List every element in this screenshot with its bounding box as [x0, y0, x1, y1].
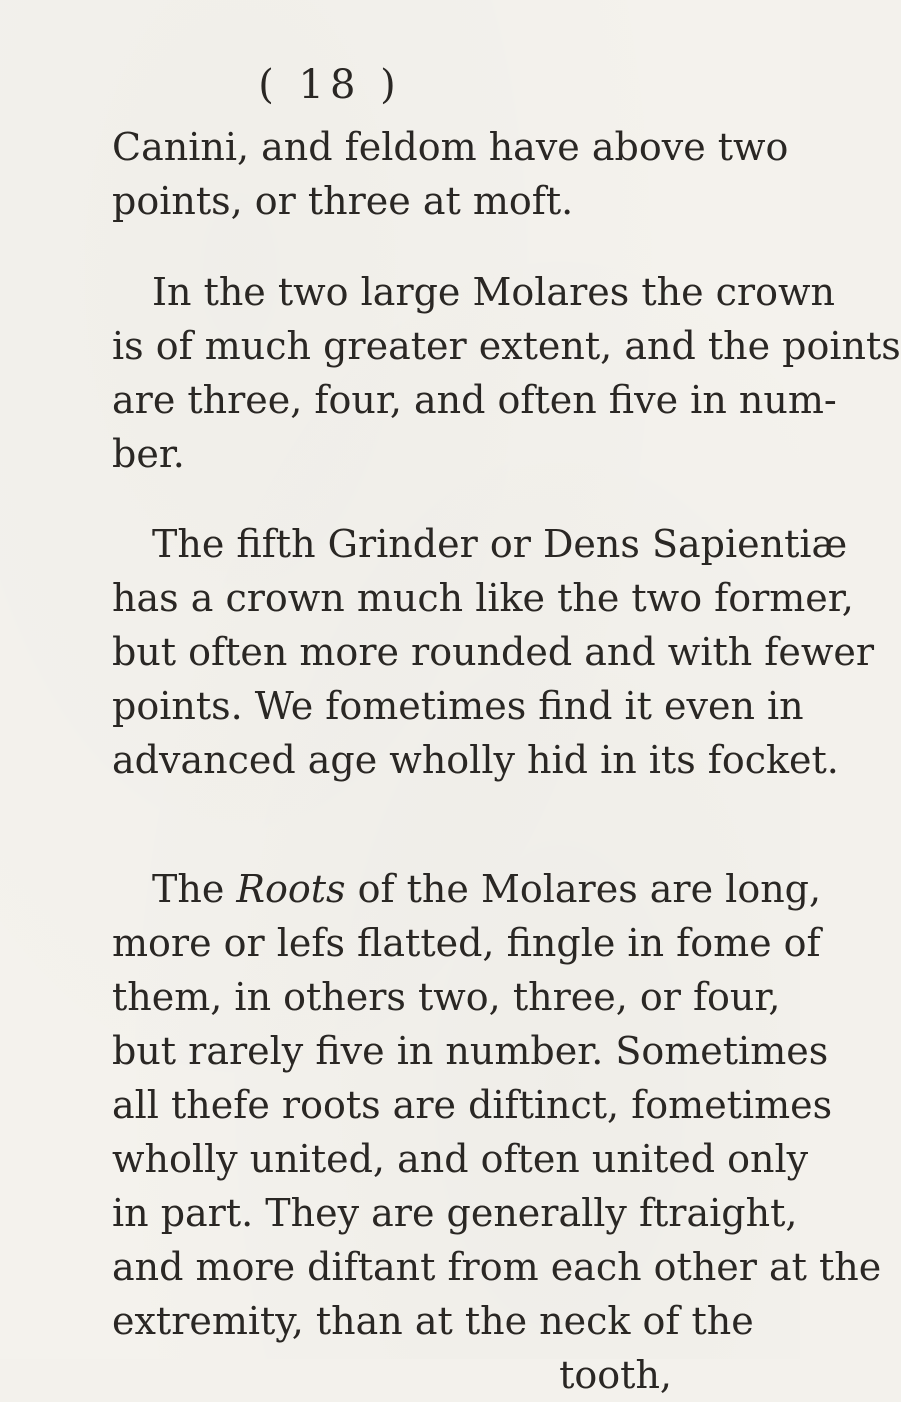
- text-line: are three, four, and often five in num-: [112, 378, 837, 422]
- italic-word: Roots: [236, 867, 346, 911]
- text-line: Canini, and feldom have above two: [112, 125, 789, 169]
- line-end: of the Molares are long,: [345, 867, 822, 911]
- text-line: all thefe roots are diftinct, fometimes: [112, 1083, 833, 1127]
- page-number: ( 18 ): [258, 62, 402, 108]
- text-line: but often more rounded and with fewer: [112, 630, 875, 674]
- text-line: In the two large Molares the crown: [152, 270, 835, 314]
- text-line: [112, 862, 822, 916]
- paragraph-3: [112, 517, 875, 787]
- text-line: has a crown much like the two former,: [112, 576, 854, 620]
- line-start: The: [152, 867, 237, 911]
- text-line: advanced age wholly hid in its focket.: [112, 738, 839, 782]
- paragraph-2: [112, 265, 901, 481]
- text-line: in part. They are generally ftraight,: [112, 1191, 798, 1235]
- text-line: them, in others two, three, or four,: [112, 975, 781, 1019]
- text-line: wholly united, and often united only: [112, 1137, 809, 1181]
- text-line: The fifth Grinder or Dens Sapientiæ: [152, 522, 848, 566]
- text-line: points. We fometimes find it even in: [112, 684, 804, 728]
- text-line: and more diftant from each other at the: [112, 1245, 882, 1289]
- text-line: ber.: [112, 432, 185, 476]
- text-line: extremity, than at the neck of the: [112, 1299, 754, 1343]
- paragraph-1: [112, 120, 789, 228]
- text-line: points, or three at moft.: [112, 179, 574, 223]
- text-line: more or lefs flatted, fingle in fome of: [112, 921, 821, 965]
- text-line: is of much greater extent, and the points: [112, 324, 901, 368]
- paragraph-4: [112, 862, 882, 1402]
- catchword: tooth,: [559, 1353, 672, 1397]
- text-line: but rarely five in number. Sometimes: [112, 1029, 829, 1073]
